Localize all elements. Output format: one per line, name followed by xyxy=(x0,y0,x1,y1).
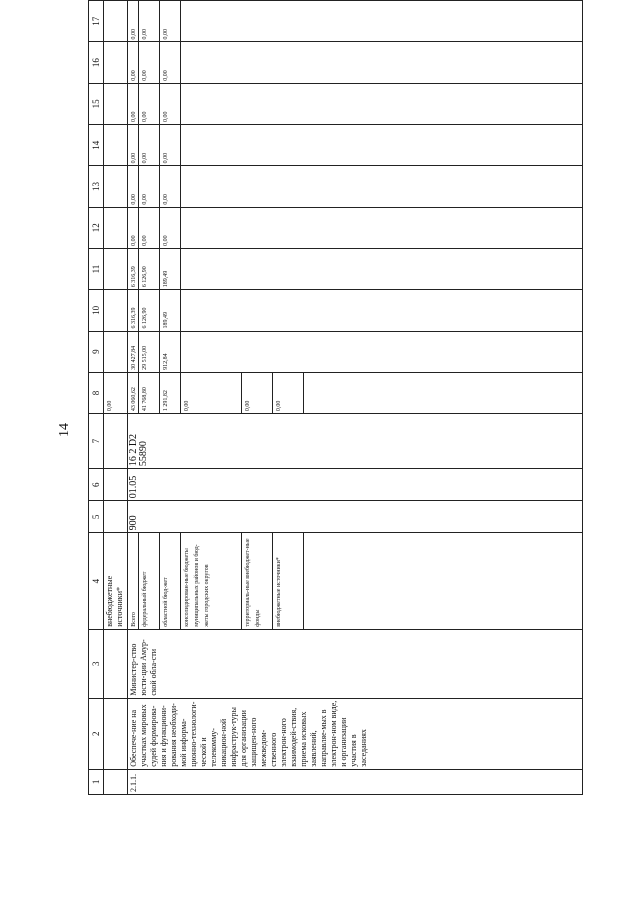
header-cell: 14 xyxy=(89,125,104,166)
values-col-14 xyxy=(128,125,583,166)
value-line: 6 316,39 xyxy=(128,290,139,330)
header-cell: 5 xyxy=(89,501,104,533)
value-line: 0,00 xyxy=(160,166,181,206)
value-line: 0,00 xyxy=(273,373,304,413)
header-cell: 6 xyxy=(89,469,104,501)
header-cell: 17 xyxy=(89,1,104,42)
header-cell: 13 xyxy=(89,166,104,207)
value-line: 912,84 xyxy=(160,332,181,372)
header-cell: 15 xyxy=(89,83,104,124)
value-line: 0,00 xyxy=(160,208,181,248)
values-col-11 xyxy=(128,248,583,289)
value-line: 0,00 xyxy=(139,1,160,41)
values-col-17 xyxy=(128,1,583,42)
header-row xyxy=(89,1,104,795)
source-line: федеральный бюджет xyxy=(139,533,160,628)
value-line: 0,00 xyxy=(128,166,139,206)
code-cell: 900 xyxy=(128,501,583,533)
header-cell: 12 xyxy=(89,207,104,248)
source-line: внебюджетные источники* xyxy=(273,533,304,628)
source-line: территориаль-ные внебюджет-ные фонды xyxy=(242,533,273,628)
header-cell: 2 xyxy=(89,698,104,769)
value-line: 6 126,90 xyxy=(139,249,160,289)
value-line: 0,00 xyxy=(160,42,181,82)
header-cell: 8 xyxy=(89,372,104,413)
value-cell: 0,00 xyxy=(104,372,128,413)
value-line: 0,00 xyxy=(128,208,139,248)
value-line: 1 291,82 xyxy=(160,373,181,413)
value-line: 0,00 xyxy=(139,166,160,206)
value-line: 41 768,80 xyxy=(139,373,160,413)
value-line: 0,00 xyxy=(139,125,160,165)
header-cell: 16 xyxy=(89,42,104,83)
source-line: консолидирован-ные бюджеты муниципальных районов и бюд-жеты городских округов xyxy=(181,533,242,628)
header-cell: 3 xyxy=(89,629,104,698)
header-cell: 1 xyxy=(89,769,104,794)
value-line: 0,00 xyxy=(139,208,160,248)
code-cell: 01.05 xyxy=(128,469,583,501)
budget-table xyxy=(88,0,583,795)
value-line: 0,00 xyxy=(128,1,139,41)
value-line: 0,00 xyxy=(160,125,181,165)
values-col-8 xyxy=(128,372,583,413)
value-line: 0,00 xyxy=(139,42,160,82)
value-line: 0,00 xyxy=(139,84,160,124)
value-line: 189,49 xyxy=(160,290,181,330)
values-col-12 xyxy=(128,207,583,248)
value-line: 30 427,84 xyxy=(128,332,139,372)
table-row xyxy=(104,1,128,795)
value-line: 0,00 xyxy=(181,373,242,413)
value-line: 0,00 xyxy=(128,125,139,165)
source-line: областной бюд-жет xyxy=(160,533,181,628)
header-cell: 11 xyxy=(89,248,104,289)
header-cell: 9 xyxy=(89,331,104,372)
values-col-9 xyxy=(128,331,583,372)
header-cell: 7 xyxy=(89,414,104,469)
rotated-table-container xyxy=(88,0,598,795)
sources-cell xyxy=(128,533,583,629)
item-description: Обеспече-ние на участках мировых судей формирова-ния и функциони-рования необходи-мой информа-ционно-технологи-ческой и телекомму-никацион-ной инфраструк-туры для организации защищен-ного межведом-ственного электрон-ного взаимодей-ствия, приема исковых заявлений, направляе-мых в электрон-ном виде, и организации участия в заседаниях xyxy=(128,698,583,769)
source-line: Всего xyxy=(128,533,139,628)
value-line: 29 515,00 xyxy=(139,332,160,372)
values-col-10 xyxy=(128,290,583,331)
values-col-16 xyxy=(128,42,583,83)
page-number: 14 xyxy=(57,423,72,437)
value-line: 189,49 xyxy=(160,249,181,289)
values-col-13 xyxy=(128,166,583,207)
value-line: 6 316,39 xyxy=(128,249,139,289)
value-line: 43 060,62 xyxy=(128,373,139,413)
header-cell: 4 xyxy=(89,533,104,629)
source-cell: внебюджетные источники* xyxy=(104,533,128,629)
value-line: 0,00 xyxy=(128,42,139,82)
header-cell: 10 xyxy=(89,290,104,331)
item-executor: Министер-ство юсти-ции Амур-ской обла-сти xyxy=(128,629,583,698)
value-line: 0,00 xyxy=(128,84,139,124)
value-line: 0,00 xyxy=(242,373,273,413)
value-line: 0,00 xyxy=(160,84,181,124)
values-col-15 xyxy=(128,83,583,124)
table-row xyxy=(128,1,583,795)
value-line: 0,00 xyxy=(160,1,181,41)
item-number: 2.1.1. xyxy=(128,769,583,794)
code-cell: 16 2 D2 55890 xyxy=(128,414,583,469)
value-line: 6 126,90 xyxy=(139,290,160,330)
